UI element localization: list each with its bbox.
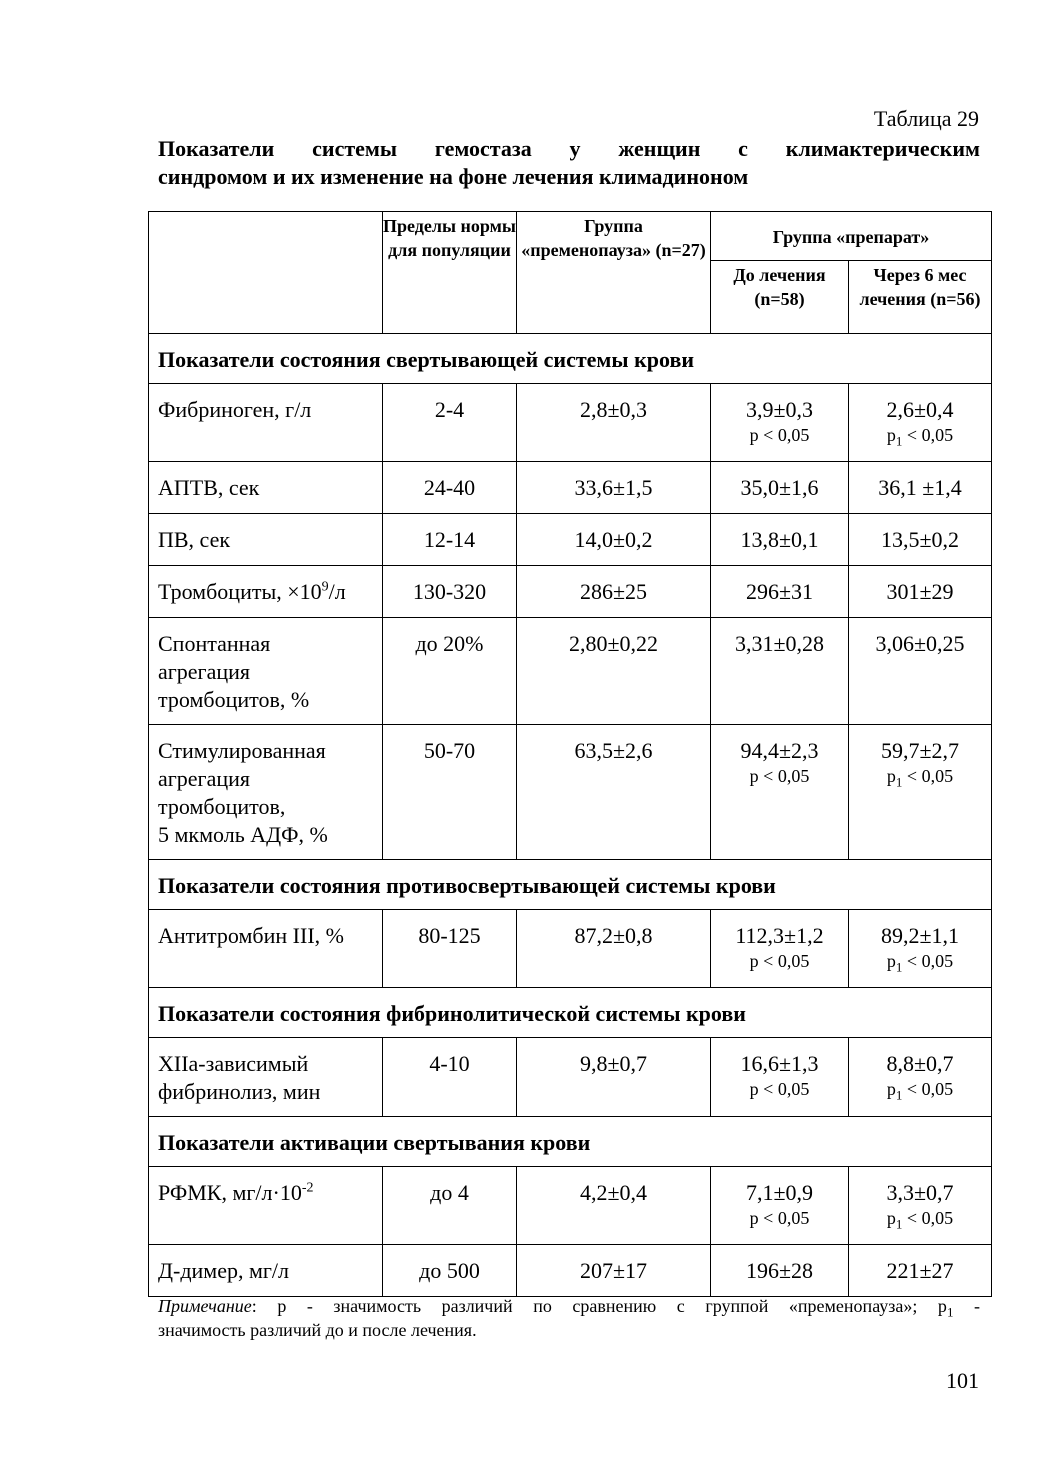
row-name: Стимулированная агрегация тромбоцитов, 5 мкмоль АДФ, % bbox=[149, 725, 383, 860]
header-drug-group: Группа «препарат» bbox=[711, 212, 992, 261]
table-row bbox=[149, 566, 992, 618]
table-row bbox=[149, 462, 992, 514]
p-value: р < 0,05 bbox=[749, 1079, 810, 1099]
p-value: р < 0,05 bbox=[749, 425, 810, 445]
row-name: Спонтанная агрегация тромбоцитов, % bbox=[149, 618, 383, 725]
section-row bbox=[149, 988, 992, 1038]
page-number: 101 bbox=[946, 1368, 979, 1393]
cell-premenopause: 4,2±0,4 bbox=[517, 1167, 711, 1245]
cell-after bbox=[849, 1038, 992, 1117]
cell-after bbox=[849, 384, 992, 462]
header-after-treatment: Через 6 мес лечения (n=56) bbox=[849, 261, 992, 334]
cell-after: 221±27 bbox=[849, 1245, 992, 1297]
table-number: Таблица 29 bbox=[873, 106, 979, 131]
section-coagulation: Показатели состояния свертывающей системы крови bbox=[149, 334, 992, 384]
cell-before bbox=[711, 1167, 849, 1245]
cell-norm: 24-40 bbox=[383, 462, 517, 514]
row-name: АПТВ, сек bbox=[149, 462, 383, 514]
row-name: РФМК, $мг/л\cdot 10^{-2}$ bbox=[149, 1167, 383, 1245]
section-row bbox=[149, 334, 992, 384]
table-row bbox=[149, 1038, 992, 1117]
cell-after bbox=[849, 725, 992, 860]
p1-value: $р_1 < 0,05$ bbox=[886, 766, 954, 790]
table-row bbox=[149, 725, 992, 860]
value: 16,6±1,3 bbox=[740, 1051, 819, 1076]
section-row bbox=[149, 1117, 992, 1167]
p1-value: $р_1 < 0,05$ bbox=[886, 425, 954, 449]
header-premenopause: Группа «пременопауза» (n=27) bbox=[517, 212, 711, 334]
row-name: XIIа-зависимый фибринолиз, мин bbox=[149, 1038, 383, 1117]
cell-norm: 2-4 bbox=[383, 384, 517, 462]
value: 2,6±0,4 bbox=[886, 397, 954, 422]
cell-before bbox=[711, 384, 849, 462]
cell-after: 13,5±0,2 bbox=[849, 514, 992, 566]
table-row bbox=[149, 1245, 992, 1297]
value: 7,1±0,9 bbox=[745, 1180, 814, 1205]
cell-premenopause: 2,80±0,22 bbox=[517, 618, 711, 725]
cell-before bbox=[711, 1038, 849, 1117]
cell-premenopause: 286±25 bbox=[517, 566, 711, 618]
cell-before: 3,31±0,28 bbox=[711, 618, 849, 725]
p1-value: $р_1 < 0,05$ bbox=[886, 951, 954, 975]
cell-after: 301±29 bbox=[849, 566, 992, 618]
header-blank-cell bbox=[149, 212, 383, 334]
cell-norm: 4-10 bbox=[383, 1038, 517, 1117]
value: 3,9±0,3 bbox=[745, 397, 814, 422]
row-name: Антитромбин III, % bbox=[149, 910, 383, 988]
cell-premenopause: 14,0±0,2 bbox=[517, 514, 711, 566]
cell-premenopause: 2,8±0,3 bbox=[517, 384, 711, 462]
row-name: Фибриноген, г/л bbox=[149, 384, 383, 462]
section-anticoagulation: Показатели состояния противосвертывающей системы крови bbox=[149, 860, 992, 910]
cell-norm: 12-14 bbox=[383, 514, 517, 566]
header-norm: Пределы нормы для популяции bbox=[383, 212, 517, 334]
title-line-1: Показатели системы гемостаза у женщин с климактерическим bbox=[158, 136, 980, 161]
cell-norm: 130-320 bbox=[383, 566, 517, 618]
cell-norm: до 20% bbox=[383, 618, 517, 725]
cell-norm: 50-70 bbox=[383, 725, 517, 860]
p-value: р < 0,05 bbox=[749, 1208, 810, 1228]
value: 3,3±0,7 bbox=[886, 1180, 954, 1205]
cell-premenopause: 207±17 bbox=[517, 1245, 711, 1297]
p-value: р < 0,05 bbox=[749, 951, 810, 971]
row-name: ПВ, сек bbox=[149, 514, 383, 566]
cell-norm: до 500 bbox=[383, 1245, 517, 1297]
p-value: р < 0,05 bbox=[749, 766, 810, 786]
cell-norm: до 4 bbox=[383, 1167, 517, 1245]
section-coagulation-activation: Показатели активации свертывания крови bbox=[149, 1117, 992, 1167]
table-row bbox=[149, 384, 992, 462]
note-line-1: Примечание: р - значимость различий по сравнению с группой «пременопауза»; $р_1$ - bbox=[158, 1296, 980, 1320]
table-row bbox=[149, 618, 992, 725]
cell-before bbox=[711, 725, 849, 860]
cell-norm: 80-125 bbox=[383, 910, 517, 988]
header-before-treatment: До лечения (n=58) bbox=[711, 261, 849, 334]
cell-premenopause: 9,8±0,7 bbox=[517, 1038, 711, 1117]
value: 89,2±1,1 bbox=[880, 923, 960, 948]
cell-after bbox=[849, 1167, 992, 1245]
cell-before: 296±31 bbox=[711, 566, 849, 618]
row-name: Тромбоциты, $\times 10^9/л$ bbox=[149, 566, 383, 618]
value: 94,4±2,3 bbox=[740, 738, 819, 763]
cell-premenopause: 87,2±0,8 bbox=[517, 910, 711, 988]
cell-before bbox=[711, 910, 849, 988]
cell-premenopause: 33,6±1,5 bbox=[517, 462, 711, 514]
cell-premenopause: 63,5±2,6 bbox=[517, 725, 711, 860]
cell-after bbox=[849, 910, 992, 988]
title-line-2: синдромом и их изменение на фоне лечения климадиноном bbox=[158, 164, 749, 189]
table-row bbox=[149, 910, 992, 988]
cell-after: 3,06±0,25 bbox=[849, 618, 992, 725]
note-line-2: значимость различий до и после лечения. bbox=[158, 1320, 477, 1340]
table-title bbox=[158, 135, 980, 191]
cell-after: 36,1 ±1,4 bbox=[849, 462, 992, 514]
row-name: Д-димер, мг/л bbox=[149, 1245, 383, 1297]
hemostasis-table bbox=[148, 211, 992, 1297]
cell-before: 35,0±1,6 bbox=[711, 462, 849, 514]
table-note bbox=[158, 1294, 980, 1342]
section-fibrinolytic: Показатели состояния фибринолитической системы крови bbox=[149, 988, 992, 1038]
value: 8,8±0,7 bbox=[886, 1051, 954, 1076]
section-row bbox=[149, 860, 992, 910]
table-row bbox=[149, 1167, 992, 1245]
value: 112,3±1,2 bbox=[735, 923, 824, 948]
p1-value: $р_1 < 0,05$ bbox=[886, 1079, 954, 1103]
p1-value: $р_1 < 0,05$ bbox=[886, 1208, 954, 1232]
cell-before: 196±28 bbox=[711, 1245, 849, 1297]
cell-before: 13,8±0,1 bbox=[711, 514, 849, 566]
value: 59,7±2,7 bbox=[880, 738, 960, 763]
table-row bbox=[149, 514, 992, 566]
